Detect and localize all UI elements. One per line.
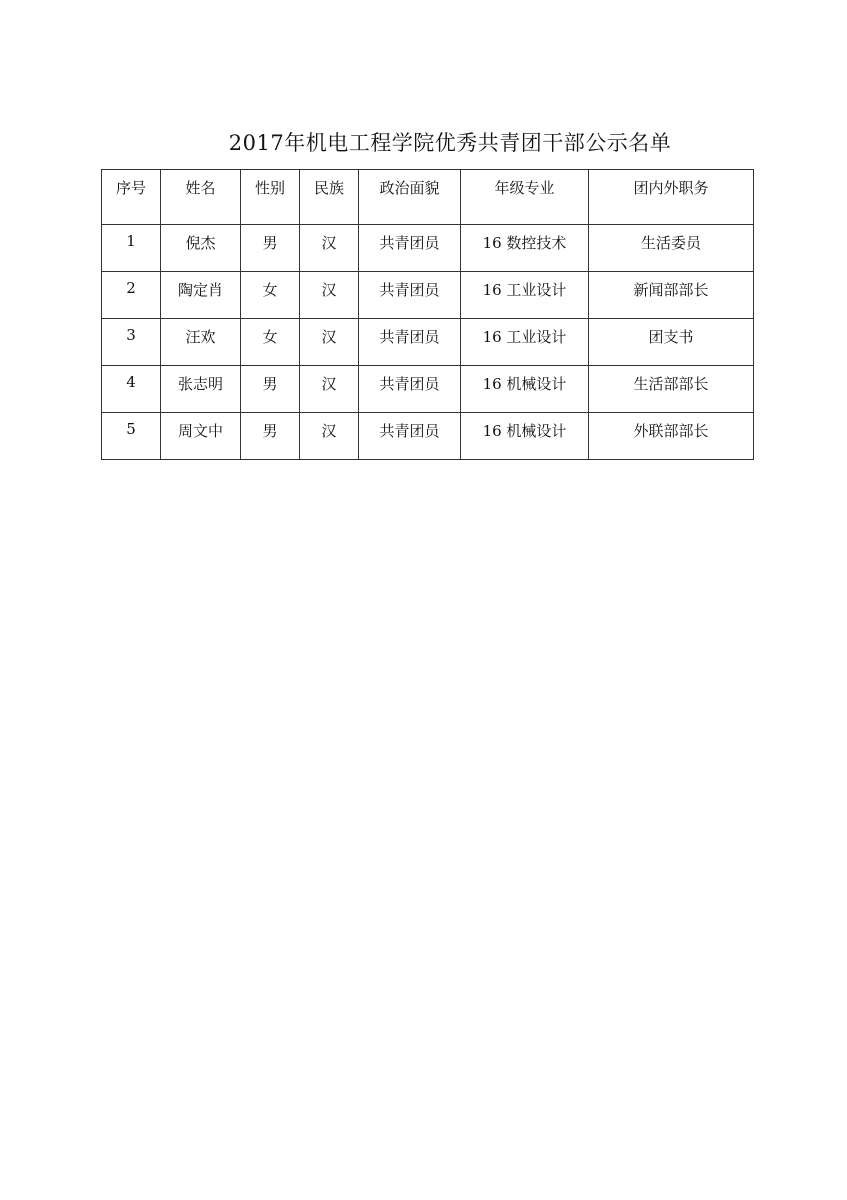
- cell-ethnicity: 汉: [300, 366, 359, 413]
- cell-grade-major: 16 机械设计: [461, 366, 589, 413]
- table-row: [102, 319, 754, 366]
- cell-name: 陶定肖: [161, 272, 241, 319]
- cell-grade-major: 16 工业设计: [461, 319, 589, 366]
- cell-grade-major: 16 工业设计: [461, 272, 589, 319]
- cell-index: 1: [102, 225, 161, 272]
- cell-political-status: 共青团员: [359, 366, 461, 413]
- cell-name: 汪欢: [161, 319, 241, 366]
- header-political-status: 政治面貌: [359, 170, 461, 225]
- cell-ethnicity: 汉: [300, 413, 359, 460]
- cell-political-status: 共青团员: [359, 413, 461, 460]
- header-gender: 性别: [241, 170, 300, 225]
- header-grade-major: 年级专业: [461, 170, 589, 225]
- cell-gender: 男: [241, 366, 300, 413]
- cell-position: 生活部部长: [589, 366, 754, 413]
- cell-grade-major: 16 数控技术: [461, 225, 589, 272]
- table-row: [102, 272, 754, 319]
- cell-index: 5: [102, 413, 161, 460]
- cell-name: 张志明: [161, 366, 241, 413]
- header-ethnicity: 民族: [300, 170, 359, 225]
- table-row: [102, 366, 754, 413]
- table-row: [102, 413, 754, 460]
- cell-position: 外联部部长: [589, 413, 754, 460]
- cell-position: 新闻部部长: [589, 272, 754, 319]
- cell-gender: 男: [241, 225, 300, 272]
- cell-index: 2: [102, 272, 161, 319]
- cell-position: 团支书: [589, 319, 754, 366]
- cell-grade-major: 16 机械设计: [461, 413, 589, 460]
- header-index: 序号: [102, 170, 161, 225]
- header-position: 团内外职务: [589, 170, 754, 225]
- document-title: 2017年机电工程学院优秀共青团干部公示名单: [228, 131, 672, 155]
- cell-political-status: 共青团员: [359, 319, 461, 366]
- header-name: 姓名: [161, 170, 241, 225]
- table-header-row: [102, 170, 754, 225]
- roster-table: [101, 169, 754, 460]
- cell-gender: 女: [241, 319, 300, 366]
- cell-position: 生活委员: [589, 225, 754, 272]
- cell-name: 周文中: [161, 413, 241, 460]
- cell-political-status: 共青团员: [359, 272, 461, 319]
- cell-gender: 男: [241, 413, 300, 460]
- cell-ethnicity: 汉: [300, 319, 359, 366]
- cell-ethnicity: 汉: [300, 225, 359, 272]
- cell-political-status: 共青团员: [359, 225, 461, 272]
- cell-index: 4: [102, 366, 161, 413]
- cell-ethnicity: 汉: [300, 272, 359, 319]
- cell-name: 倪杰: [161, 225, 241, 272]
- table-row: [102, 225, 754, 272]
- cell-gender: 女: [241, 272, 300, 319]
- cell-index: 3: [102, 319, 161, 366]
